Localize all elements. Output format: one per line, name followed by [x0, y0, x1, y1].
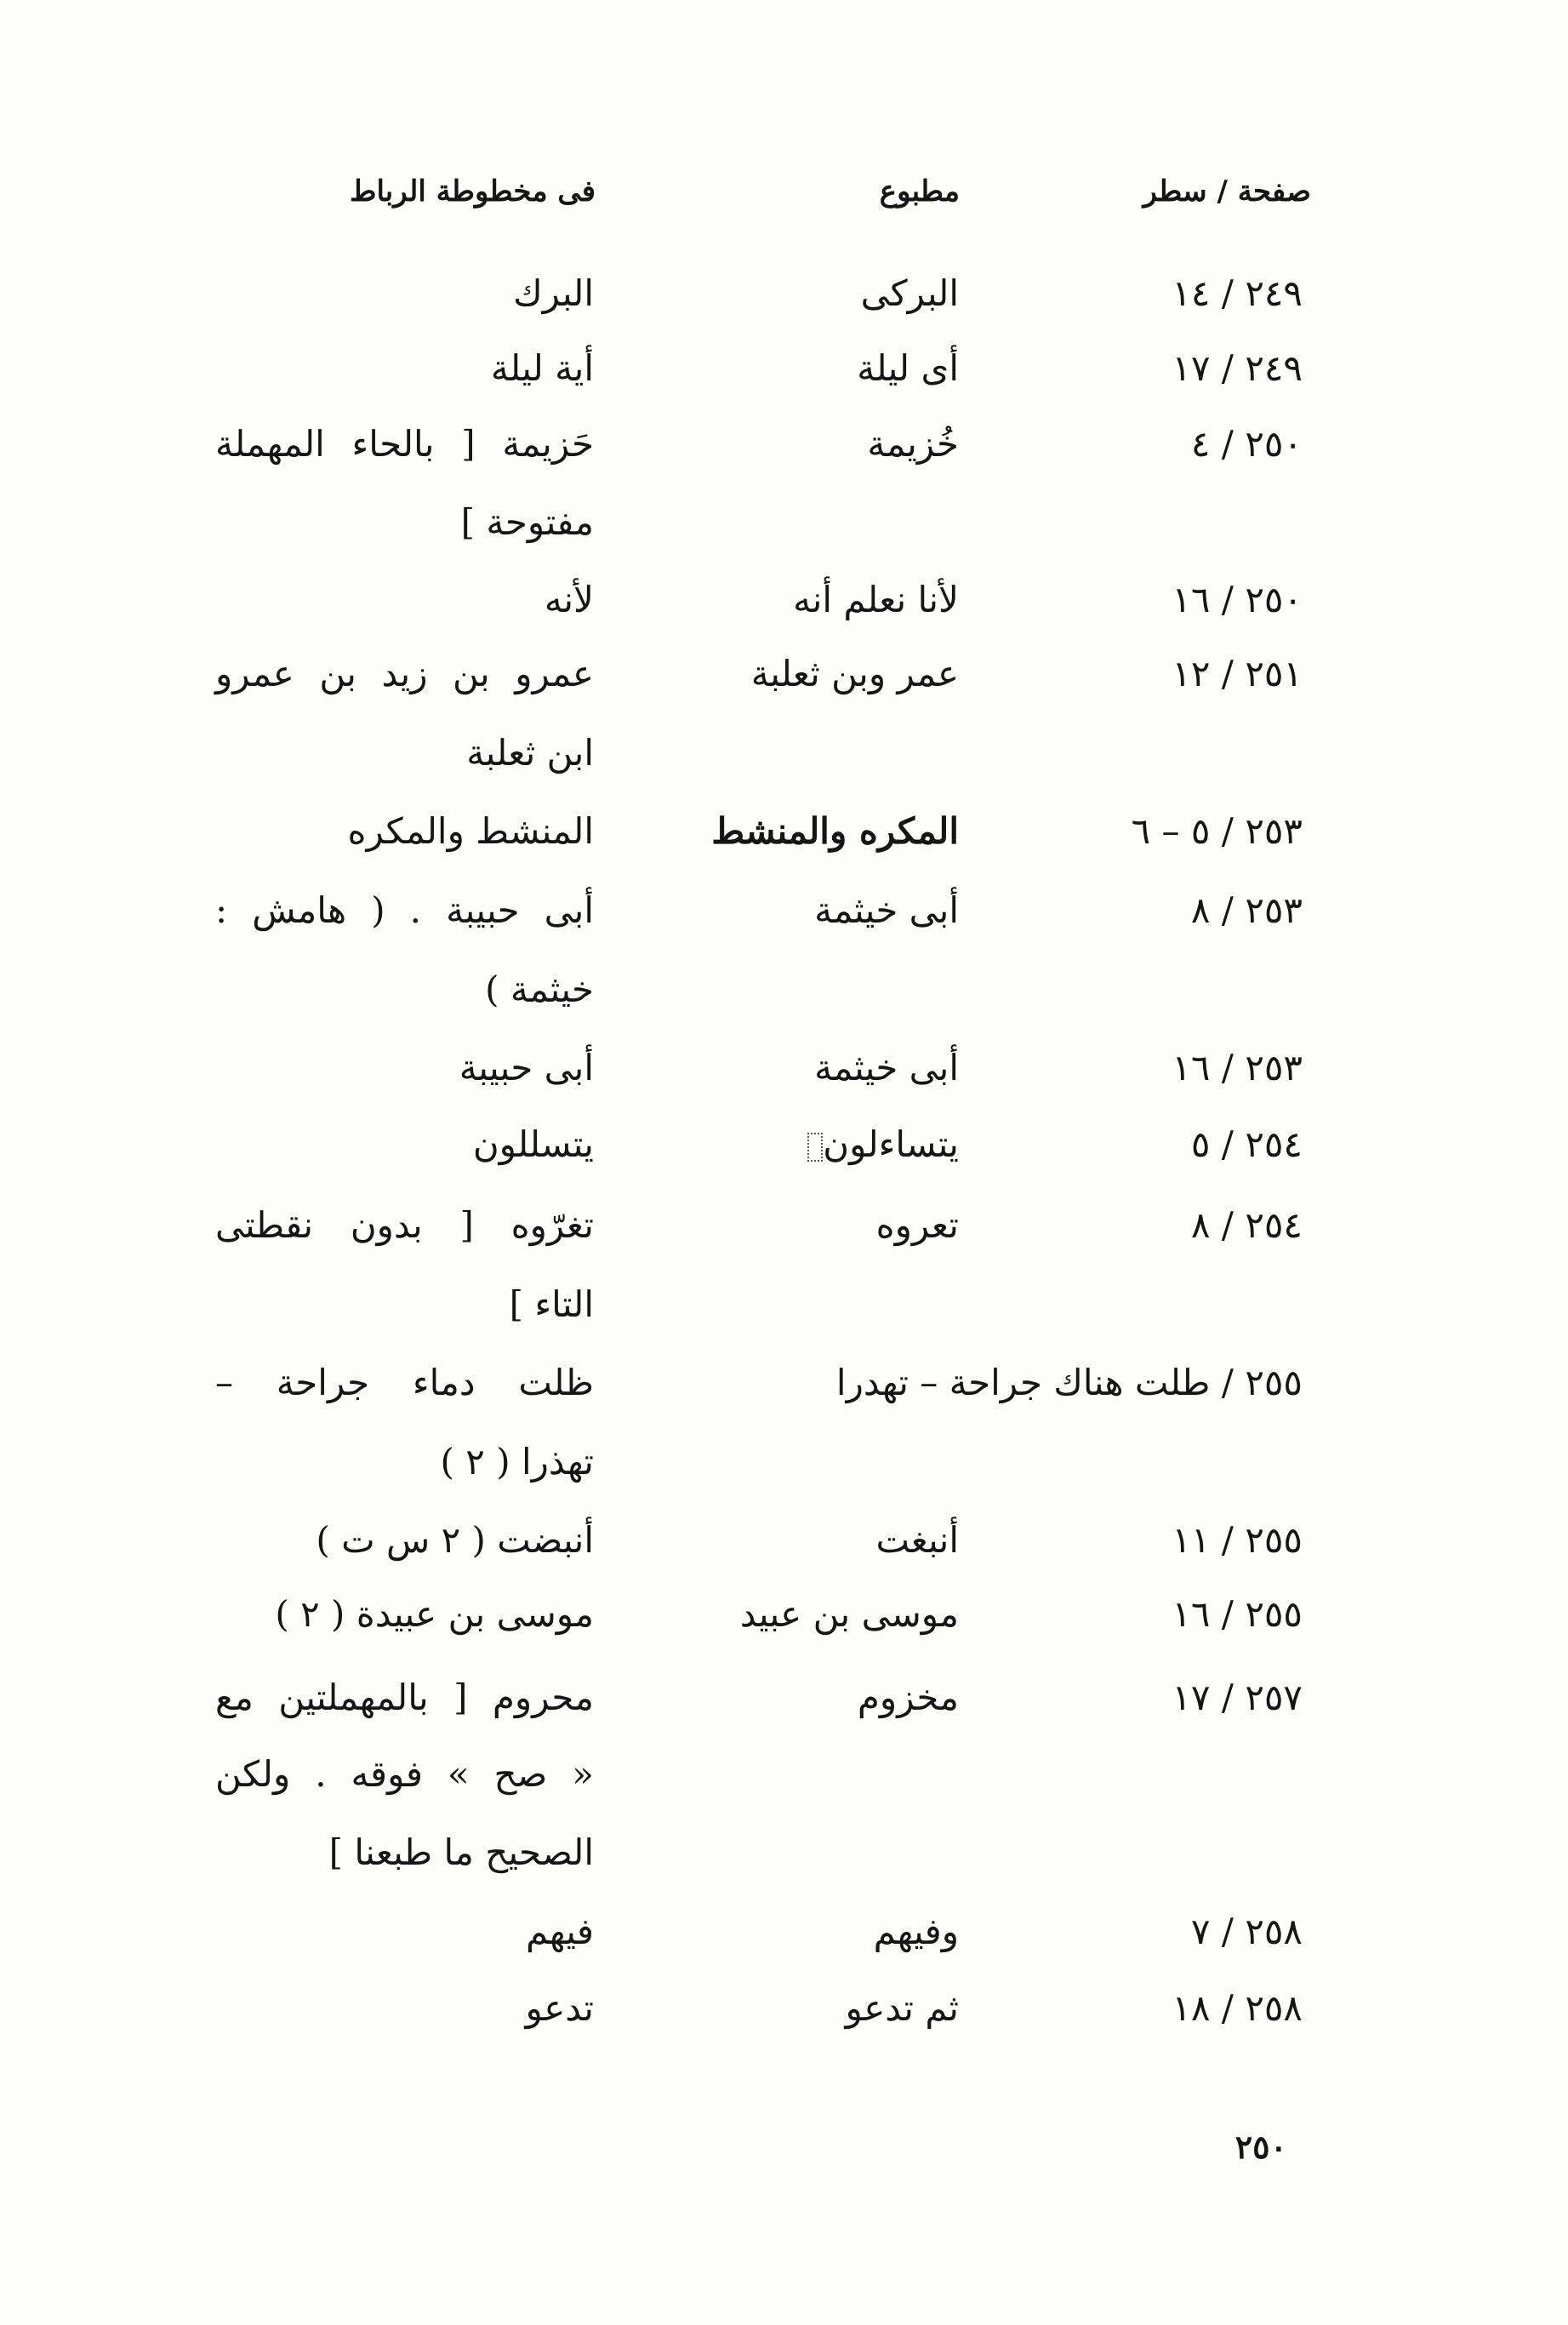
- table-row: [0, 1034, 1568, 1102]
- ref-cell: ٢٥٣ / ٨: [1190, 889, 1303, 931]
- manuscript-cell: البرك: [513, 272, 594, 314]
- table-row: [0, 877, 1568, 945]
- table-row: [0, 1580, 1568, 1648]
- manuscript-cell: أنبضت ( ٢ س ت ): [316, 1519, 594, 1561]
- manuscript-cell: أية ليلة: [490, 347, 594, 389]
- manuscript-cell: مفتوحة ]: [460, 501, 594, 543]
- table-row: [0, 1664, 1568, 1732]
- table-row: [0, 410, 1568, 478]
- printed-cell: أى ليلة: [857, 347, 959, 389]
- table-row: [0, 1506, 1568, 1574]
- table-row: [0, 1349, 1568, 1417]
- table-row: [0, 1271, 1568, 1339]
- manuscript-cell: التاء ]: [509, 1283, 594, 1325]
- manuscript-cell: محروم [ بالمهملتين مع: [215, 1677, 594, 1718]
- manuscript-cell: لأنه: [544, 579, 594, 620]
- manuscript-cell: « صح » فوقه . ولكن: [215, 1753, 594, 1795]
- printed-cell-with-mark: [799, 1111, 959, 1179]
- table-row: [0, 334, 1568, 403]
- printed-cell: أبى خيثمة: [814, 889, 959, 931]
- printed-cell: أنبغت: [875, 1519, 959, 1561]
- table-row: [0, 1819, 1568, 1887]
- ref-cell: ٢٥٨ / ٧: [1190, 1911, 1303, 1952]
- header-manuscript: فى مخطوطة الرباط: [350, 174, 596, 209]
- ref-cell: ٢٥٠ / ٤: [1190, 423, 1303, 465]
- marginal-mark: [807, 1133, 823, 1162]
- printed-cell: وفيهم: [873, 1911, 959, 1952]
- table-row: [0, 260, 1568, 328]
- ref-cell: ٢٥٠ / ١٦: [1172, 579, 1303, 620]
- manuscript-cell: أبى حبيبة: [459, 1047, 594, 1088]
- ref-cell: ٢٥٧ / ١٧: [1172, 1677, 1303, 1718]
- manuscript-cell: يتسللون: [472, 1123, 594, 1165]
- ref-cell: ٢٥٤ / ٥: [1190, 1123, 1303, 1165]
- manuscript-cell: تهذرا ( ٢ ): [440, 1441, 594, 1482]
- manuscript-cell: المنشط والمكره: [347, 810, 594, 852]
- table-row: [0, 640, 1568, 708]
- table-row: [0, 719, 1568, 787]
- printed-cell: مخزوم: [857, 1677, 959, 1718]
- ref-cell: ٢٥٥ / طلت هناك جراحة – تهدرا: [835, 1362, 1303, 1403]
- printed-cell: موسى بن عبيد: [739, 1593, 959, 1635]
- ref-cell: ٢٥٥ / ١٦: [1172, 1593, 1303, 1635]
- table-row: [0, 1428, 1568, 1496]
- manuscript-cell: ظلت دماء جراحة –: [215, 1362, 594, 1403]
- ref-cell: ٢٥٣ / ١٦: [1172, 1047, 1303, 1088]
- header-page-line: صفحة / سطر: [1143, 174, 1311, 209]
- table-row: [0, 488, 1568, 557]
- manuscript-cell: أبى حبيبة . ( هامش :: [215, 889, 594, 931]
- table-row: [0, 956, 1568, 1024]
- manuscript-cell: تغرّوه [ بدون نقطتى: [215, 1204, 594, 1246]
- manuscript-cell: تدعو: [525, 1987, 594, 2029]
- printed-cell: أبى خيثمة: [814, 1047, 959, 1088]
- ref-cell: ٢٤٩ / ١٧: [1172, 347, 1303, 389]
- ref-cell: ٢٤٩ / ١٤: [1172, 272, 1303, 314]
- ref-cell: ٢٥٥ / ١١: [1172, 1519, 1303, 1561]
- printed-cell: ثم تدعو: [845, 1987, 959, 2029]
- printed-cell: تعروه: [875, 1204, 959, 1246]
- table-row: [0, 1111, 1568, 1179]
- printed-cell: البركى: [860, 272, 959, 314]
- ref-cell: ٢٥٤ / ٨: [1190, 1204, 1303, 1246]
- table-row: [0, 1191, 1568, 1260]
- ref-cell: ٢٥١ / ١٢: [1172, 653, 1303, 694]
- table-row: [0, 566, 1568, 634]
- printed-cell: المكره والمنشط: [711, 810, 959, 852]
- manuscript-cell: خيثمة ): [485, 968, 594, 1010]
- manuscript-cell: موسى بن عبيدة ( ٢ ): [275, 1593, 594, 1635]
- printed-cell: عمر وبن ثعلبة: [750, 653, 959, 694]
- page-number: ٢٥٠: [1234, 2128, 1287, 2166]
- header-printed: مطبوع: [879, 174, 960, 209]
- ref-cell: ٢٥٣ / ٥ – ٦: [1131, 810, 1303, 852]
- manuscript-cell: فيهم: [525, 1911, 594, 1952]
- manuscript-cell: ابن ثعلبة: [466, 732, 594, 774]
- manuscript-cell: الصحيح ما طبعنا ]: [328, 1831, 594, 1873]
- table-row: [0, 797, 1568, 865]
- ref-cell: ٢٥٨ / ١٨: [1172, 1987, 1303, 2029]
- table-row: [0, 1974, 1568, 2042]
- table-row: [0, 1898, 1568, 1966]
- manuscript-cell: حَزيمة [ بالحاء المهملة: [215, 423, 594, 465]
- printed-cell: خُزيمة: [867, 423, 959, 465]
- manuscript-cell: عمرو بن زيد بن عمرو: [215, 653, 594, 694]
- printed-text: يتساءلون: [823, 1123, 959, 1165]
- table-row: [0, 1740, 1568, 1808]
- printed-cell: لأنا نعلم أنه: [793, 579, 959, 620]
